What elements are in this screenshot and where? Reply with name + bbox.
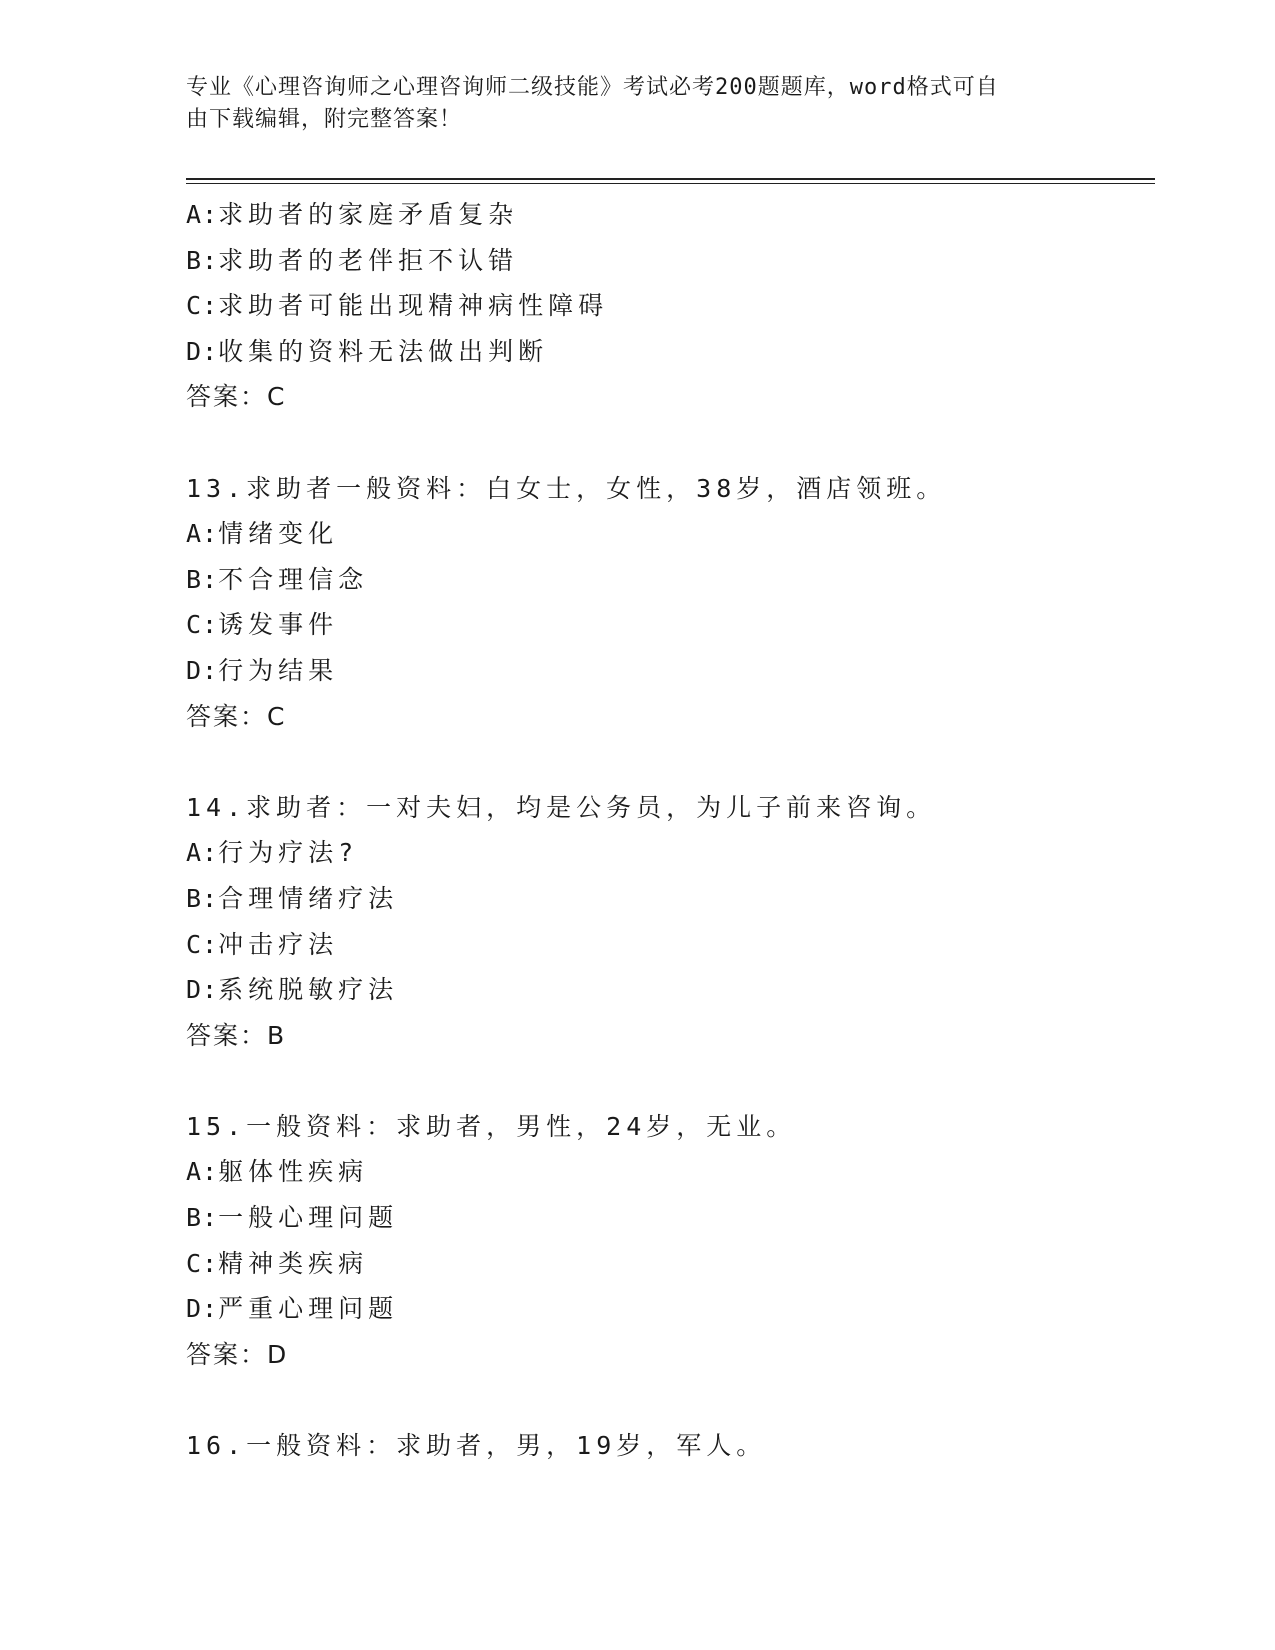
option-a: A:求助者的家庭矛盾复杂 bbox=[186, 200, 519, 229]
header-rule-thin bbox=[186, 183, 1155, 184]
option-a: A:行为疗法? bbox=[186, 838, 359, 868]
option-c: C:诱发事件 bbox=[186, 610, 339, 640]
header-line-2: 由下载编辑，附完整答案！ bbox=[186, 107, 463, 132]
question-stem: 16.一般资料：求助者，男，19岁，军人。 bbox=[186, 1431, 767, 1461]
document-header bbox=[186, 72, 1066, 136]
option-d: D:系统脱敏疗法 bbox=[186, 975, 399, 1005]
option-c: C:精神类疾病 bbox=[186, 1248, 369, 1278]
question-stem: 15.一般资料：求助者，男性，24岁，无业。 bbox=[186, 1111, 797, 1141]
answer-line: 答案：C bbox=[186, 701, 287, 731]
option-d: D:收集的资料无法做出判断 bbox=[186, 336, 549, 366]
answer-line: 答案：C bbox=[186, 382, 287, 412]
header-rule-thick bbox=[186, 178, 1155, 180]
option-a: A:情绪变化 bbox=[186, 519, 339, 549]
option-b: B:不合理信念 bbox=[186, 564, 369, 594]
header-line-1: 专业《心理咨询师之心理咨询师二级技能》考试必考200题题库，word格式可自 bbox=[186, 75, 999, 100]
option-b: B:求助者的老伴拒不认错 bbox=[186, 245, 519, 275]
question-stem: 14.求助者：一对夫妇，均是公务员，为儿子前来咨询。 bbox=[186, 792, 937, 822]
question-stem: 13.求助者一般资料：白女士，女性，38岁，酒店领班。 bbox=[186, 473, 947, 503]
question-content bbox=[186, 192, 1146, 1469]
option-b: B:合理情绪疗法 bbox=[186, 883, 399, 913]
option-c: C:冲击疗法 bbox=[186, 929, 339, 959]
option-c: C:求助者可能出现精神病性障碍 bbox=[186, 291, 609, 321]
option-d: D:严重心理问题 bbox=[186, 1294, 399, 1324]
answer-line: 答案：D bbox=[186, 1339, 289, 1369]
option-d: D:行为结果 bbox=[186, 655, 339, 685]
option-a: A:躯体性疾病 bbox=[186, 1157, 369, 1187]
option-b: B:一般心理问题 bbox=[186, 1203, 399, 1233]
answer-line: 答案：B bbox=[186, 1020, 287, 1050]
